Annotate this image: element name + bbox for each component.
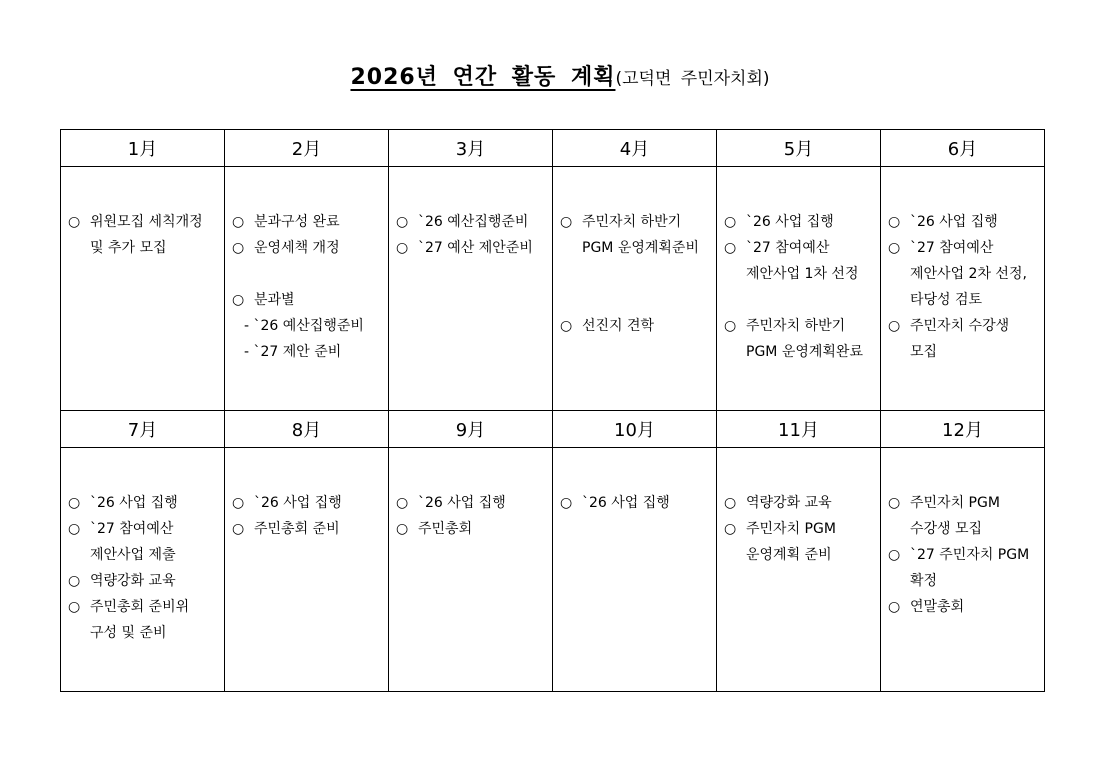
month-header (881, 411, 1045, 448)
circle-bullet-icon: ○ (232, 292, 245, 308)
activity-item (724, 516, 876, 568)
month-cell (61, 448, 225, 692)
activity-text: 주민자치 PGM 수강생 모집 (910, 495, 1000, 537)
spacer (560, 287, 712, 313)
month-cell (553, 448, 717, 692)
activity-text: `26 사업 집행 (582, 495, 670, 511)
activity-text: `27 참여예산 제안사업 1차 선정 (746, 240, 859, 282)
activity-text: 주민총회 (418, 521, 473, 537)
activity-list (61, 167, 224, 261)
month-header-row-1 (61, 130, 1045, 167)
activity-text: 주민자치 수강생 모집 (910, 318, 1010, 360)
month-label: 6月 (947, 139, 978, 160)
activity-item (888, 209, 1040, 235)
month-header (225, 130, 389, 167)
circle-bullet-icon: ○ (724, 240, 737, 256)
activity-item (232, 490, 384, 516)
circle-bullet-icon: ○ (68, 521, 81, 537)
activity-subitem (232, 313, 384, 339)
month-header (389, 411, 553, 448)
activity-list (553, 167, 716, 339)
month-label: 4月 (619, 139, 650, 160)
activity-text: 연말총회 (910, 599, 965, 615)
month-label: 11月 (778, 420, 819, 441)
activity-text: 역량강화 교육 (746, 495, 832, 511)
month-cell (717, 167, 881, 411)
month-cell (389, 448, 553, 692)
circle-bullet-icon: ○ (888, 318, 901, 334)
month-label: 9月 (455, 420, 486, 441)
activity-item (724, 313, 876, 365)
month-cell (389, 167, 553, 411)
month-header-row-2 (61, 411, 1045, 448)
month-label: 5月 (783, 139, 814, 160)
month-cell (61, 167, 225, 411)
activity-text: 주민자치 PGM 운영계획 준비 (746, 521, 836, 563)
activity-text: - `27 제안 준비 (244, 344, 342, 360)
month-content-row-2 (61, 448, 1045, 692)
activity-text: 주민자치 하반기 PGM 운영계획완료 (746, 318, 863, 360)
circle-bullet-icon: ○ (68, 599, 81, 615)
circle-bullet-icon: ○ (396, 495, 409, 511)
month-header (389, 130, 553, 167)
title-main: 2026년 연간 활동 계획 (350, 65, 616, 90)
activity-item (396, 516, 548, 542)
circle-bullet-icon: ○ (724, 318, 737, 334)
activity-list (389, 448, 552, 542)
month-cell (881, 448, 1045, 692)
activity-text: 위원모집 세칙개정 및 추가 모집 (90, 214, 203, 256)
circle-bullet-icon: ○ (396, 521, 409, 537)
annual-plan-table (60, 129, 1045, 692)
activity-item (560, 490, 712, 516)
month-cell (881, 167, 1045, 411)
activity-text: `26 사업 집행 (746, 214, 834, 230)
circle-bullet-icon: ○ (68, 495, 81, 511)
month-header (717, 130, 881, 167)
activity-item (232, 516, 384, 542)
circle-bullet-icon: ○ (724, 495, 737, 511)
activity-list (553, 448, 716, 516)
activity-text: `27 참여예산 제안사업 제출 (90, 521, 176, 563)
activity-list (389, 167, 552, 261)
activity-text: 분과구성 완료 (254, 214, 340, 230)
month-header (717, 411, 881, 448)
activity-text: `27 예산 제안준비 (418, 240, 533, 256)
month-cell (225, 448, 389, 692)
activity-item (68, 490, 220, 516)
month-header (553, 411, 717, 448)
activity-item (232, 287, 384, 313)
circle-bullet-icon: ○ (68, 573, 81, 589)
activity-item (68, 516, 220, 568)
activity-item (560, 209, 712, 261)
month-header (225, 411, 389, 448)
spacer (560, 261, 712, 287)
spacer (232, 261, 384, 287)
activity-item (888, 594, 1040, 620)
activity-subitem (232, 339, 384, 365)
month-header (553, 130, 717, 167)
activity-item (232, 209, 384, 235)
activity-text: 선진지 견학 (582, 318, 655, 334)
month-label: 1月 (127, 139, 158, 160)
spacer (724, 287, 876, 313)
activity-text: `27 주민자치 PGM 확정 (910, 547, 1030, 589)
circle-bullet-icon: ○ (724, 521, 737, 537)
activity-text: `26 사업 집행 (418, 495, 506, 511)
activity-text: `26 사업 집행 (254, 495, 342, 511)
activity-item (888, 313, 1040, 365)
activity-item (232, 235, 384, 261)
activity-item (396, 490, 548, 516)
month-header (881, 130, 1045, 167)
circle-bullet-icon: ○ (232, 214, 245, 230)
circle-bullet-icon: ○ (888, 240, 901, 256)
month-label: 3月 (455, 139, 486, 160)
circle-bullet-icon: ○ (888, 547, 901, 563)
month-header (61, 130, 225, 167)
activity-text: `26 사업 집행 (90, 495, 178, 511)
activity-list (881, 167, 1044, 365)
circle-bullet-icon: ○ (396, 214, 409, 230)
activity-list (717, 167, 880, 365)
activity-item (888, 542, 1040, 594)
activity-item (888, 235, 1040, 313)
month-label: 8月 (291, 420, 322, 441)
month-cell (225, 167, 389, 411)
activity-item (396, 209, 548, 235)
activity-text: 주민자치 하반기 PGM 운영계획준비 (582, 214, 699, 256)
activity-item (888, 490, 1040, 542)
activity-list (881, 448, 1044, 620)
activity-text: `26 예산집행준비 (418, 214, 529, 230)
month-label: 7月 (127, 420, 158, 441)
title-subtitle: (고덕면 주민자치회) (615, 69, 770, 89)
activity-item (68, 209, 220, 261)
activity-item (724, 209, 876, 235)
activity-item (68, 594, 220, 646)
circle-bullet-icon: ○ (232, 495, 245, 511)
month-content-row-1 (61, 167, 1045, 411)
circle-bullet-icon: ○ (560, 495, 573, 511)
activity-item (68, 568, 220, 594)
circle-bullet-icon: ○ (560, 214, 573, 230)
activity-list (61, 448, 224, 646)
month-cell (553, 167, 717, 411)
activity-text: - `26 예산집행준비 (244, 318, 364, 334)
month-label: 10月 (614, 420, 655, 441)
circle-bullet-icon: ○ (560, 318, 573, 334)
activity-item (724, 235, 876, 287)
circle-bullet-icon: ○ (396, 240, 409, 256)
month-cell (717, 448, 881, 692)
activity-item (560, 313, 712, 339)
activity-text: 역량강화 교육 (90, 573, 176, 589)
activity-list (225, 167, 388, 365)
activity-list (225, 448, 388, 542)
activity-item (396, 235, 548, 261)
document-title (0, 60, 1120, 91)
activity-text: `26 사업 집행 (910, 214, 998, 230)
circle-bullet-icon: ○ (888, 599, 901, 615)
activity-text: 운영세책 개정 (254, 240, 340, 256)
month-label: 12月 (942, 420, 983, 441)
activity-item (724, 490, 876, 516)
circle-bullet-icon: ○ (724, 214, 737, 230)
circle-bullet-icon: ○ (68, 214, 81, 230)
activity-list (717, 448, 880, 568)
activity-text: 분과별 (254, 292, 295, 308)
circle-bullet-icon: ○ (888, 214, 901, 230)
activity-text: 주민총회 준비위 구성 및 준비 (90, 599, 190, 641)
month-label: 2月 (291, 139, 322, 160)
activity-text: 주민총회 준비 (254, 521, 340, 537)
activity-text: `27 참여예산 제안사업 2차 선정, 타당성 검토 (910, 240, 1027, 308)
circle-bullet-icon: ○ (232, 240, 245, 256)
month-header (61, 411, 225, 448)
circle-bullet-icon: ○ (888, 495, 901, 511)
circle-bullet-icon: ○ (232, 521, 245, 537)
